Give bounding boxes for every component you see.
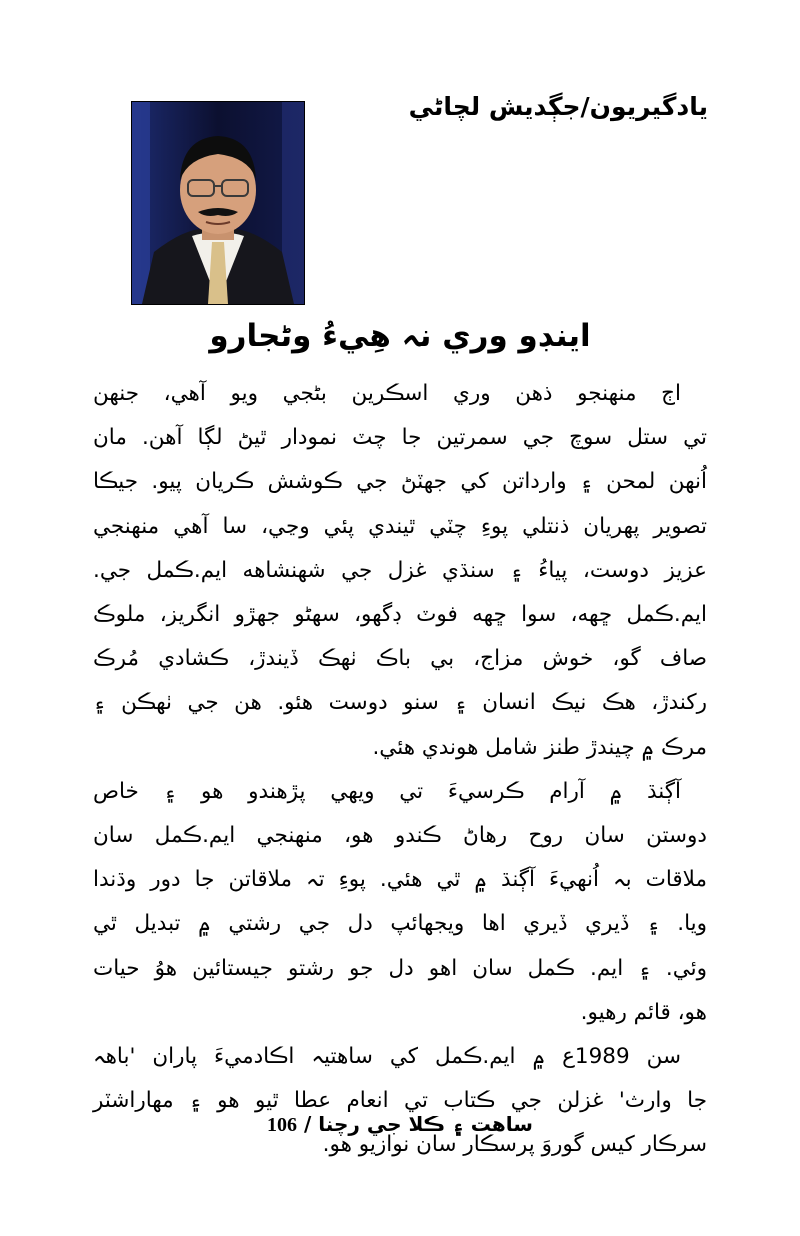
text-line: مرڪ ۾ چيندڙ طنز شامل هوندي هئي. (372, 734, 707, 760)
text-line: تي ستل سوچ جي سمرتين جا چٽ نمودار ٿيڻ لڳا آهن. مان (93, 425, 707, 451)
text-line: ايم.ڪمل ڇهه، سوا ڇهه فوٽ ڊگهو، سهڻو جهڙو انگريز، ملوڪ (93, 602, 707, 628)
portrait-image (132, 102, 304, 304)
text-line: سن 1989ع ۾ ايم.ڪمل کي ساهتيہ اڪادميءَ پاران 'باهہ (93, 1044, 682, 1070)
text-line: عزيز دوست، پياءُ ۽ سنڌي غزل جي شهنشاهه ايم.ڪمل جي. (93, 557, 707, 583)
book-title: ساهت ۽ ڪلا جي رچنا (318, 1112, 533, 1136)
text-line: سرڪار کيس گوروَ پرسڪار سان نوازيو هو. (322, 1132, 707, 1158)
footer-separator: / (303, 1112, 312, 1136)
text-line: دوستن سان روح رهاڻ ڪندو هو، منهنجي ايم.ڪمل سان (93, 823, 707, 849)
page-footer (0, 1112, 800, 1137)
text-line: ويا. ۽ ڏيري ڏيري اها ويجهائپ دل جي رشتي ۾ تبديل ٿي (93, 911, 707, 937)
paragraph (93, 372, 707, 770)
text-line: ملاقات بہ اُنهيءَ آڳنڌ ۾ ٿي هئي. پوءِ تہ ملاقاتن جا دور وڌندا (93, 867, 707, 893)
author-photo (131, 101, 305, 305)
text-line: اُنهن لمحن ۽ وارداتن کي جهٽڻ جي ڪوشش ڪريان پيو. جيڪا (93, 469, 707, 495)
text-line: هو، قائم رهيو. (580, 999, 707, 1025)
article-title: اينڊو وري نہ هِيءُ وڻجارو (209, 318, 591, 354)
text-line: اڄ منهنجو ذهن وري اسڪرين بڻجي ويو آهي، جنهن (93, 381, 681, 406)
text-line: آڳنڌ ۾ آرام ڪرسيءَ تي ويهي پڙهندو هو ۽ خاص (93, 778, 681, 804)
text-line: تصوير پهريان ذنتلي پوءِ چٽي ٿيندي پئي وڃي، سا آهي منهنجي (93, 513, 707, 539)
paragraph (93, 1035, 707, 1168)
article-body (93, 372, 707, 1168)
text-line: جا وارث' غزلن جي ڪتاب تي انعام عطا ٿيو هو ۽ مهاراشٽر (93, 1088, 707, 1114)
text-line: رکندڙ، هڪ نيڪ انسان ۽ سنو دوست هئو. هن جي ٺهڪن ۽ (93, 690, 707, 716)
text-line: وئي. ۽ ايم. ڪمل سان اهو دل جو رشتو جيستائين هوُ حيات (93, 955, 707, 981)
paragraph (93, 770, 707, 1035)
byline: يادگيريون/جڳديش لچاڻي (408, 92, 708, 121)
page-number: 106 (267, 1114, 298, 1136)
text-line: صاف گو، خوش مزاج، بي باڪ ٺهڪ ڏيندڙ، ڪشادي مُرڪ (93, 646, 707, 672)
